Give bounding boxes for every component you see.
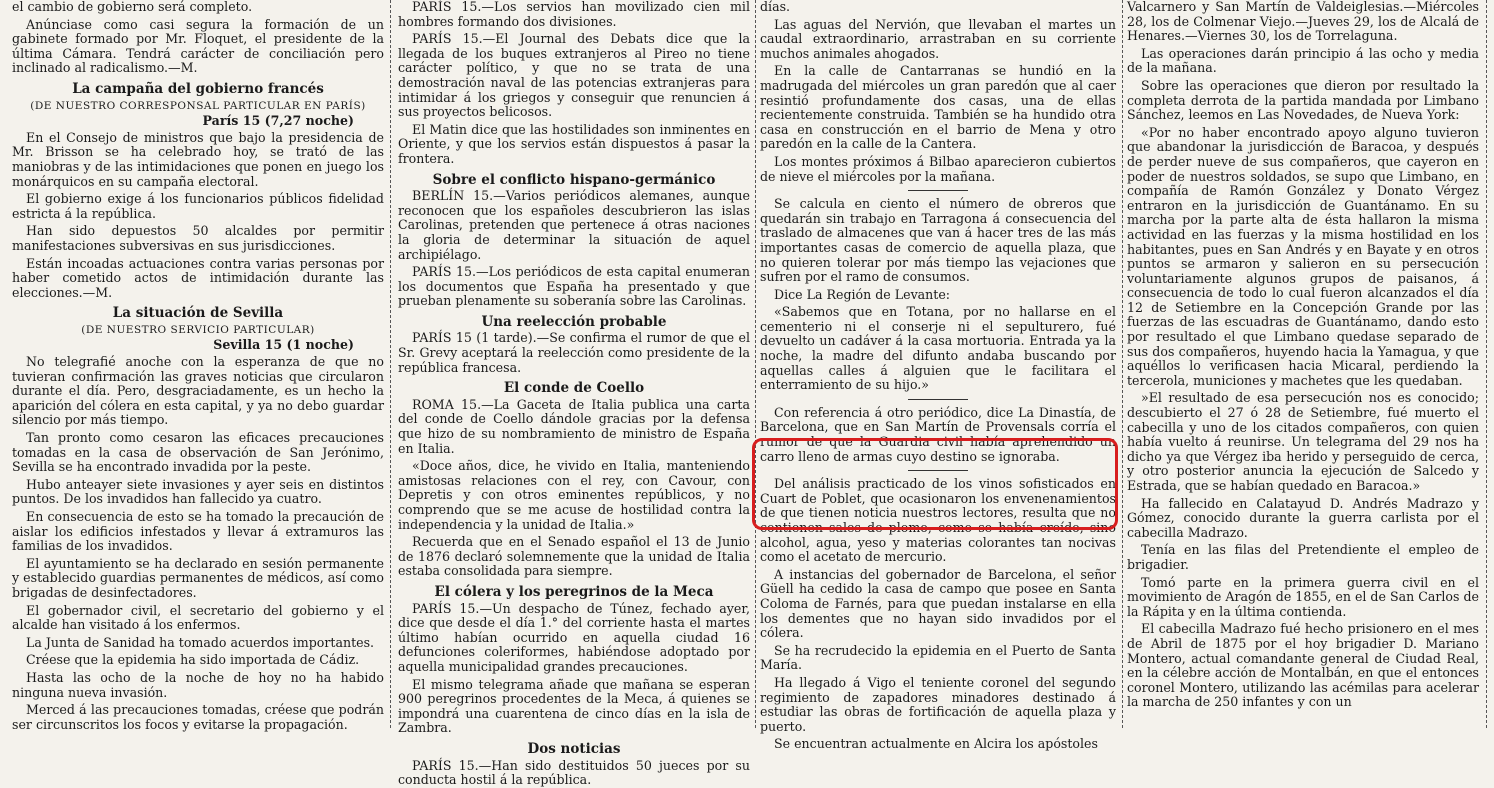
highlighted-paragraph: Del análisis practicado de los vinos sofisticados en Cuart de Poblet, que ocasionaron los envenenamientos de que tienen noticia nuestros lectores, resulta que no contienen sales de plomo, como se había creído, sino alcohol, agua, yeso y materias colorantes tan nocivas como el acetato de mercurio. [760, 476, 1116, 565]
paragraph: El cabecilla Madrazo fué hecho prisionero en el mes de Abril de 1875 por el hoy brigadier D. Mariano Montero, actual comandante general de Ciudad Real, en la célebre acción de Montalbán, en que el entonces coronel Montero, utilizando las acémilas para acelerar la marcha de 250 infantes y con un [1127, 621, 1479, 710]
paragraph: días. [760, 0, 791, 14]
column-4 [1127, 0, 1479, 728]
paragraph: Tan pronto como cesaron las eficaces precauciones tomadas en la casa de observación de San Jerónimo, Sevilla se ha encontrado invadida por la peste. [12, 430, 384, 475]
paragraph: No telegrafié anoche con la esperanza de que no tuvieran confirmación las graves noticias que circularon durante el día. Pero, desgraciadamente, es un hecho la aparición del cólera en esta capital, y ya no debo guardar silencio por más tiempo. [12, 354, 384, 428]
paragraph: ROMA 15.—La Gaceta de Italia publica una carta del conde de Coello dándole gracias por la defensa que hizo de su nombramiento de ministro de España en Italia. [398, 396, 750, 456]
dateline: Sevilla 15 (1 noche) [213, 337, 354, 353]
paragraph: Merced á las precauciones tomadas, créese que podrán ser circunscritos los focos y evitarse la propagación. [12, 702, 384, 732]
paragraph: PARÍS 15.—El Journal des Debats dice que la llegada de los buques extranjeros al Pireo no tiene carácter político, y que no se trata de una demostración naval de las potencias extranjeras para intimidar á los griegos y conseguir que renuncien á sus proyectos belicosos. [398, 31, 750, 120]
paragraph: PARÍS 15.—Los periódicos de esta capital enumeran los documentos que España ha presentado y que prueban plenamente su soberanía sobre las Carolinas. [398, 264, 750, 309]
paragraph: Las operaciones darán principio á las ocho y media de la mañana. [1127, 45, 1479, 76]
paragraph: Tenía en las filas del Pretendiente el empleo de brigadier. [1127, 542, 1479, 572]
paragraph: Recuerda que en el Senado español el 13 de Junio de 1876 declaró solemnemente que la unidad de Italia estaba consolidada para siempre. [398, 534, 750, 579]
paragraph: Créese que la epidemia ha sido importada de Cádiz. [26, 652, 360, 668]
separator-rule [908, 399, 968, 400]
paragraph: El gobierno exige á los funcionarios públicos fidelidad estricta á la república. [12, 191, 384, 221]
paragraph: El mismo telegrama añade que mañana se esperan 900 peregrinos procedentes de la Meca, á quienes se impondrá una cuarentena de cinco días en la isla de Zambra. [398, 676, 750, 736]
column-3 [760, 0, 1116, 752]
paragraph: Con referencia á otro periódico, dice La Dinastía, de Barcelona, que en San Martín de Provensals corría el rumor de que la Guardia civil había aprehendido un carro lleno de armas cuyo destino se ignoraba. [760, 404, 1116, 464]
paragraph: El gobernador civil, el secretario del gobierno y el alcalde han visitado á los enfermos. [12, 602, 384, 633]
section-source: (DE NUESTRO SERVICIO PARTICULAR) [81, 323, 315, 336]
paragraph: Están incoadas actuaciones contra varias personas por haber cometido actos de intimidación durante las elecciones.—M. [12, 255, 384, 300]
paragraph: «Por no haber encontrado apoyo alguno tuvieron que abandonar la jurisdicción de Baracoa, y después de perder nueve de sus compañeros, que cayeron en poder de nuestros soldados, se supo que Limbano, en compañía de Ramón González y Donato Vérgez entraron en la jurisdicción de Guantánamo. En su marcha por la parte alta de ésta hallaron la misma actividad en las fuerzas y la misma hostilidad en los habitantes, pues en San Andrés y en Bayate y en otros puntos se armaron y salieron en su persecución voluntariamente algunos grupos de paisanos, á consecuencia de todo lo cual fueron alcanzados el día 12 de Setiembre en la Concepción Grande por las fuerzas de las escuadras de Guantánamo, dando esto por resultado el que Limbano quedase separado de sus dos compañeros, huyendo hacia la Yamagua, y que aquéllos lo verificasen hacia Micaral, perdiendo la tercerola, municiones y machetes que les quedaban. [1127, 124, 1479, 388]
paragraph: Ha llegado á Vigo el teniente coronel del segundo regimiento de zapadores minadores destinado á estudiar las obras de fortificación de aquella plaza y puerto. [760, 674, 1116, 734]
section-source: (DE NUESTRO CORRESPONSAL PARTICULAR EN PARÍS) [30, 99, 366, 112]
section-heading: La situación de Sevilla [112, 305, 284, 322]
dateline: París 15 (7,27 noche) [202, 113, 354, 129]
paragraph: El Matin dice que las hostilidades son inminentes en Oriente, y que los servios están dispuestos á pasar la frontera. [398, 121, 750, 166]
paragraph: Se ha recrudecido la epidemia en el Puerto de Santa María. [760, 642, 1116, 673]
paragraph: La Junta de Sanidad ha tomado acuerdos importantes. [26, 634, 375, 650]
paragraph: El ayuntamiento se ha declarado en sesión permanente y establecido guardias permanentes de médicos, así como brigadas de desinfectadores. [12, 555, 384, 600]
paragraph: el cambio de gobierno será completo. [12, 0, 253, 14]
section-heading: Dos noticias [527, 740, 621, 757]
paragraph: Hubo anteayer siete invasiones y ayer seis en distintos puntos. De los invadidos han fallecido ya cuatro. [12, 476, 384, 507]
column-rule [1486, 0, 1487, 728]
paragraph: Se calcula en ciento el número de obreros que quedarán sin trabajo en Tarragona á consecuencia del traslado de almacenes que van á hacer tres de las más importantes casas de comercio de aquella plaza, que no quieren tolerar por más tiempo las vejaciones que sufren por el ramo de consumos. [760, 196, 1116, 285]
paragraph: Dice La Región de Levante: [774, 286, 951, 302]
paragraph: Tomó parte en la primera guerra civil en el movimiento de Aragón de 1855, en el de San Carlos de la Rápita y en la última contienda. [1127, 574, 1479, 619]
paragraph: Hasta las ocho de la noche de hoy no ha habido ninguna nueva invasión. [12, 669, 384, 700]
section-heading: La campaña del gobierno francés [72, 80, 324, 97]
paragraph: En el Consejo de ministros que bajo la presidencia de Mr. Brisson se ha celebrado hoy, se trató de las maniobras y de las intimidaciones que ponen en juego los monárquicos en su campaña electoral. [12, 129, 384, 189]
paragraph: PARÍS 15 (1 tarde).—Se confirma el rumor de que el Sr. Grevy aceptará la reelección como presidente de la república francesa. [398, 330, 750, 375]
paragraph: Sobre las operaciones que dieron por resultado la completa derrota de la partida mandada por Limbano Sánchez, leemos en Las Novedades, de Nueva York: [1127, 77, 1479, 123]
section-heading: El conde de Coello [503, 380, 645, 397]
paragraph: «Sabemos que en Totana, por no hallarse en el cementerio ni el conserje ni el sepulturero, fué devuelto un cadáver á la casa mortuoria. Entrada ya la noche, la madre del difunto andaba buscando por aquellas calles á alguien que le facilitara el enterramiento de su hijo.» [760, 304, 1116, 393]
paragraph: Las aguas del Nervión, que llevaban el martes un caudal extraordinario, arrastraban en su corriente muchos animales ahogados. [760, 16, 1116, 61]
paragraph: PARÍS 15.—Han sido destituidos 50 jueces por su conducta hostil á la república. [398, 757, 750, 788]
paragraph: En la calle de Cantarranas se hundió en la madrugada del miércoles un gran paredón que al caer resintió profundamente dos casas, una de ellas recientemente construida. También se ha hundido otra casa en construcción en el barrio de Mena y otro paredón en la calle de la Cantera. [760, 63, 1116, 152]
column-rule [755, 0, 756, 728]
paragraph: Se encuentran actualmente en Alcira los apóstoles [774, 736, 1098, 752]
paragraph: PARÍS 15.—Un despacho de Túnez, fechado ayer, dice que desde el día 1.° del corriente hasta el martes último habían ocurrido en aquella ciudad 16 defunciones coleriformes, habiéndose adoptado por aquella municipalidad grandes precauciones. [398, 600, 750, 674]
paragraph: Valcarnero y San Martín de Valdeiglesias.—Miércoles 28, los de Colmenar Viejo.—Jueves 29, los de Alcalá de Henares.—Viernes 30, los de Torrelaguna. [1127, 0, 1479, 44]
section-heading: Una reelección probable [481, 313, 667, 330]
separator-rule [908, 190, 968, 191]
paragraph: «Doce años, dice, he vivido en Italia, manteniendo amistosas relaciones con el rey, con Cavour, con Depretis y con otros eminentes repúblicos, y no comprendo que se me acuse de hostilidad contra la independencia y la unidad de Italia.» [398, 458, 750, 532]
column-1 [12, 0, 384, 732]
paragraph: Ha fallecido en Calatayud D. Andrés Madrazo y Gómez, conocido durante la guerra carlista por el cabecilla Madrazo. [1127, 495, 1479, 540]
paragraph: A instancias del gobernador de Barcelona, el señor Güell ha cedido la casa de campo que posee en Santa Coloma de Farnés, para que puedan instalarse en ella los dementes que no hayan sido invadidos por el cólera. [760, 566, 1116, 641]
section-heading: El cólera y los peregrinos de la Meca [434, 583, 714, 600]
paragraph: En consecuencia de esto se ha tomado la precaución de aislar los edificios infestados y llevar á extramuros las familias de los invadidos. [12, 509, 384, 554]
section-heading: Sobre el conflicto hispano-germánico [432, 171, 716, 188]
column-rule [390, 0, 391, 728]
paragraph: PARÍS 15.—Los servios han movilizado cien mil hombres formando dos divisiones. [398, 0, 750, 29]
paragraph: Han sido depuestos 50 alcaldes por permitir manifestaciones subversivas en sus jurisdicciones. [12, 223, 384, 253]
paragraph: Anúnciase como casi segura la formación de un gabinete formado por Mr. Floquet, el presidente de la última Cámara. Tendrá carácter de conciliación pero inclinado al radicalismo.—M. [12, 16, 384, 76]
column-rule [1122, 0, 1123, 728]
paragraph: »El resultado de esa persecución nos es conocido; descubierto el 27 ó 28 de Setiembre, fué muerto el cabecilla y uno de los citados compañeros, con quien había vuelto á reunirse. Un telegrama del 29 nos ha dicho ya que Vérgez iba herido y perseguido de cerca, y otro posterior anuncia la ejecución de Salcedo y Estrada, que se habían quedado en Baracoa.» [1127, 390, 1479, 493]
paragraph: BERLÍN 15.—Varios periódicos alemanes, aunque reconocen que los españoles descubrieron las islas Carolinas, pretenden que pertenece á otras naciones la gloria de determinar la situación de aquel archipiélago. [398, 188, 750, 262]
highlight-box [752, 438, 1118, 530]
column-2 [398, 0, 750, 788]
paragraph: Los montes próximos á Bilbao aparecieron cubiertos de nieve el miércoles por la mañana. [760, 153, 1116, 184]
